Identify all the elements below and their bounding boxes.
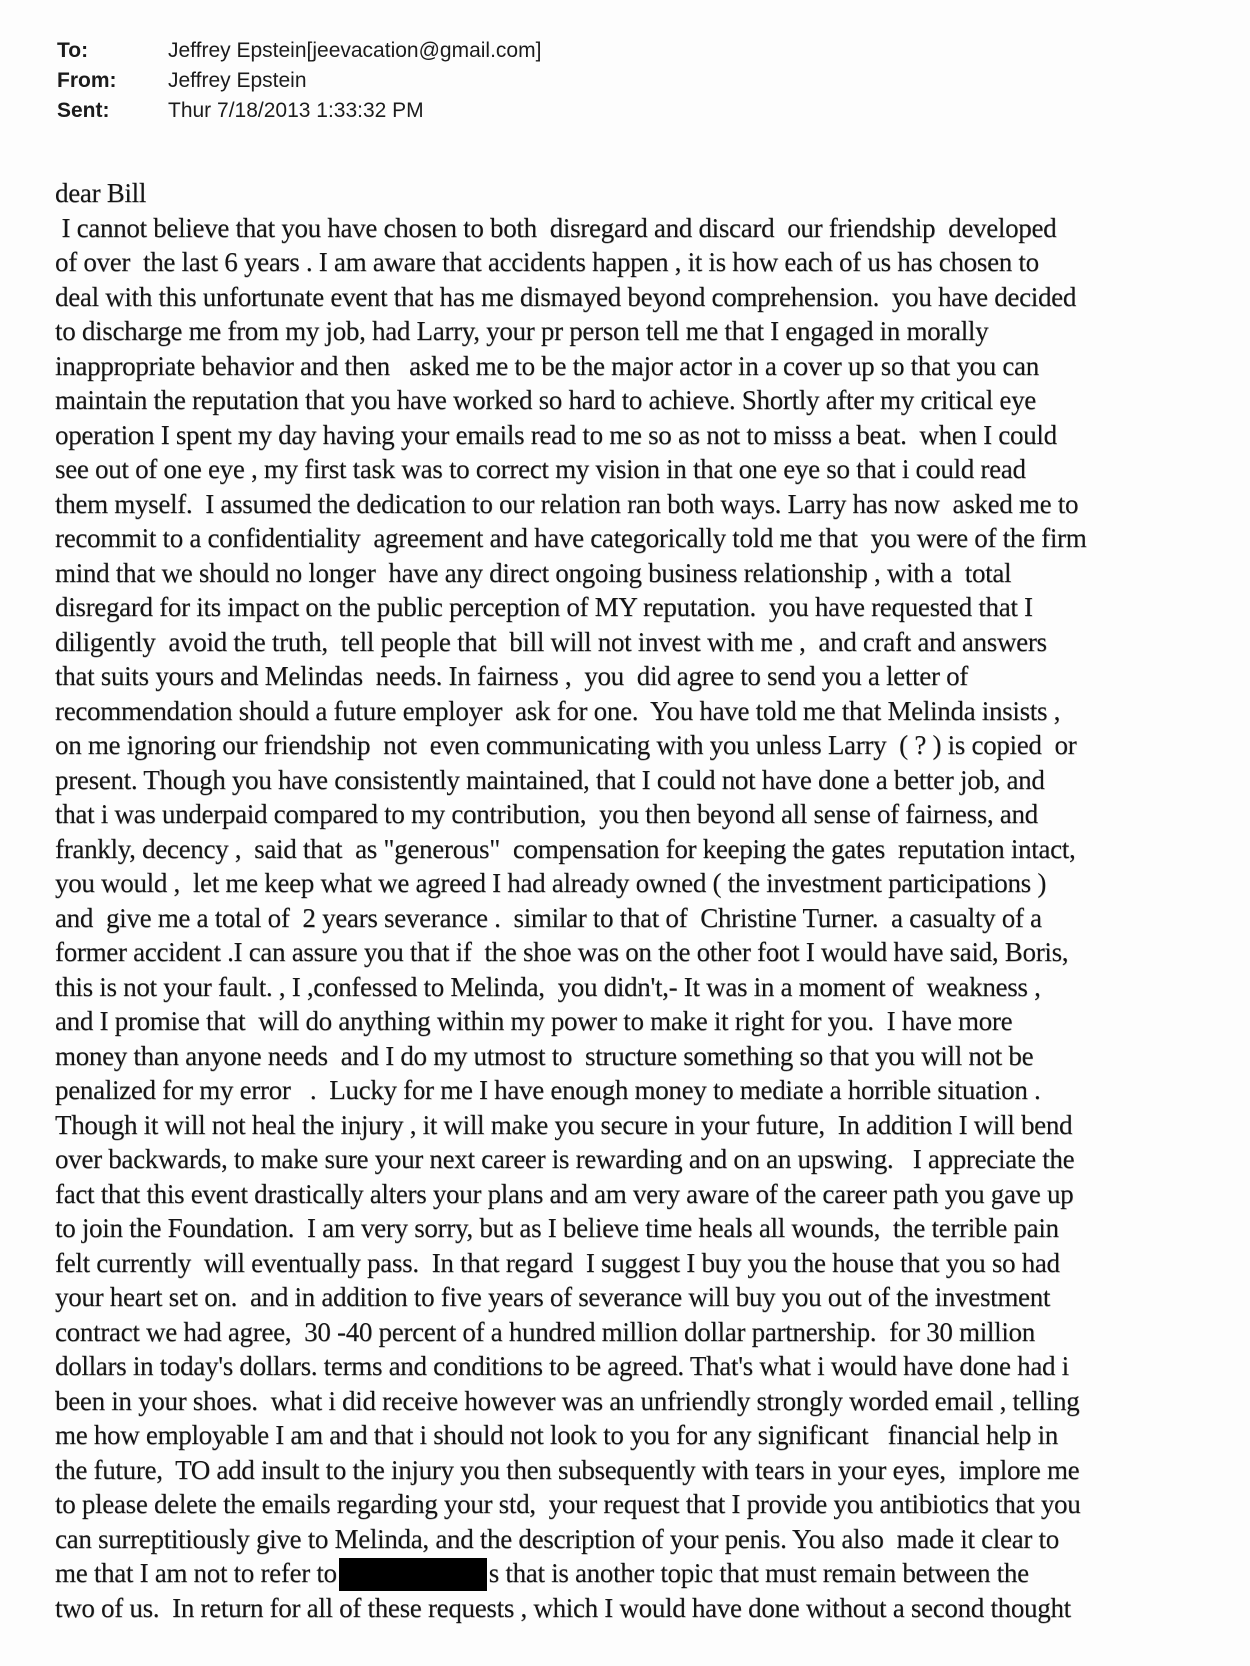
sent-value: Thur 7/18/2013 1:33:32 PM	[168, 99, 424, 122]
body-line: dear Bill	[55, 178, 147, 208]
body-line: operation I spent my day having your emails read to me so as not to misss a beat. when I could	[55, 419, 1057, 450]
body-line: your heart set on. and in addition to five years of severance will buy you out of the investment	[55, 1282, 1051, 1312]
body-line: contract we had agree, 30 -40 percent of a hundred million dollar partnership. for 30 million	[55, 1316, 1035, 1347]
body-line: felt currently will eventually pass. In that regard I suggest I buy you the house that you so had	[55, 1247, 1060, 1278]
body-line: and I promise that will do anything within my power to make it right for you. I have more	[55, 1006, 1013, 1036]
body-line: money than anyone needs and I do my utmost to structure something so that you will not be	[55, 1040, 1034, 1071]
sent-label: Sent:	[57, 99, 110, 122]
header-row-sent	[57, 96, 541, 126]
body-line: you would , let me keep what we agreed I had already owned ( the investment participations )	[55, 868, 1047, 898]
body-line: that suits yours and Melindas needs. In fairness , you did agree to send you a letter of	[55, 661, 968, 691]
from-value: Jeffrey Epstein	[168, 69, 307, 92]
body-line: that i was underpaid compared to my contribution, you then beyond all sense of fairness, and	[55, 799, 1038, 829]
body-line: present. Though you have consistently maintained, that I could not have done a better job, and	[55, 764, 1045, 795]
body-line: mind that we should no longer have any direct ongoing business relationship , with a total	[55, 557, 1012, 588]
body-line: recommendation should a future employer ask for one. You have told me that Melinda insists ,	[55, 695, 1061, 726]
body-line: can surreptitiously give to Melinda, and the description of your penis. You also made it clear to	[55, 1523, 1059, 1554]
body-line: over backwards, to make sure your next career is rewarding and on an upswing. I appreciate the	[55, 1144, 1075, 1174]
body-line: see out of one eye , my first task was to correct my vision in that one eye so that i could read	[55, 454, 1026, 484]
body-line: two of us. In return for all of these requests , which I would have done without a second thought	[55, 1592, 1071, 1623]
body-line: deal with this unfortunate event that has me dismayed beyond comprehension. you have decided	[55, 281, 1077, 312]
body-line: diligently avoid the truth, tell people that bill will not invest with me , and craft and answers	[55, 626, 1047, 657]
body-line: them myself. I assumed the dedication to our relation ran both ways. Larry has now asked me to	[55, 488, 1079, 519]
body-line: and give me a total of 2 years severance . similar to that of Christine Turner. a casualty of a	[55, 902, 1042, 933]
body-line: been in your shoes. what i did receive however was an unfriendly strongly worded email , telling	[55, 1385, 1080, 1416]
redaction-box	[339, 1558, 487, 1591]
body-line: dollars in today's dollars. terms and conditions to be agreed. That's what i would have done had i	[55, 1351, 1069, 1381]
body-line: to discharge me from my job, had Larry, your pr person tell me that I engaged in morally	[55, 316, 989, 346]
body-line: frankly, decency , said that as "generous" compensation for keeping the gates reputation intact,	[55, 833, 1076, 864]
body-line: fact that this event drastically alters your plans and am very aware of the career path you gave up	[55, 1178, 1074, 1209]
redacted-line-before-text: me that I am not to refer to	[55, 1558, 337, 1588]
email-header	[57, 36, 541, 126]
body-line: to please delete the emails regarding your std, your request that I provide you antibiotics that you	[55, 1489, 1081, 1519]
redacted-line-after-text: s that is another topic that must remain between the	[488, 1558, 1029, 1588]
body-line: me how employable I am and that i should not look to you for any significant financial help in	[55, 1420, 1058, 1450]
header-row-to	[57, 36, 541, 66]
body-line: penalized for my error . Lucky for me I have enough money to mediate a horrible situation .	[55, 1075, 1041, 1105]
to-label: To:	[57, 39, 89, 62]
body-line: of over the last 6 years . I am aware that accidents happen , it is how each of us has chosen to	[55, 247, 1039, 277]
to-value: Jeffrey Epstein[jeevacation@gmail.com]	[168, 39, 542, 62]
body-line: maintain the reputation that you have worked so hard to achieve. Shortly after my critical eye	[55, 385, 1036, 415]
body-line: disregard for its impact on the public perception of MY reputation. you have requested that I	[55, 592, 1033, 622]
body-line	[55, 1556, 1215, 1591]
body-line: I cannot believe that you have chosen to both disregard and discard our friendship developed	[55, 212, 1057, 243]
body-line: Though it will not heal the injury , it will make you secure in your future, In addition I will bend	[55, 1109, 1073, 1140]
email-body	[55, 176, 1215, 1625]
from-label: From:	[57, 69, 117, 92]
body-line: this is not your fault. , I ,confessed to Melinda, you didn't,- It was in a moment of weakness ,	[55, 971, 1041, 1002]
body-line: recommit to a confidentiality agreement and have categorically told me that you were of the firm	[55, 523, 1087, 553]
body-line: the future, TO add insult to the injury you then subsequently with tears in your eyes, implore me	[55, 1454, 1080, 1485]
body-line: on me ignoring our friendship not even communicating with you unless Larry ( ? ) is copied or	[55, 730, 1077, 760]
body-line: inappropriate behavior and then asked me to be the major actor in a cover up so that you can	[55, 350, 1039, 381]
body-line: to join the Foundation. I am very sorry, but as I believe time heals all wounds, the terrible pain	[55, 1213, 1059, 1243]
body-line: former accident .I can assure you that if the shoe was on the other foot I would have said, Boris,	[55, 937, 1069, 967]
header-row-from	[57, 66, 541, 96]
